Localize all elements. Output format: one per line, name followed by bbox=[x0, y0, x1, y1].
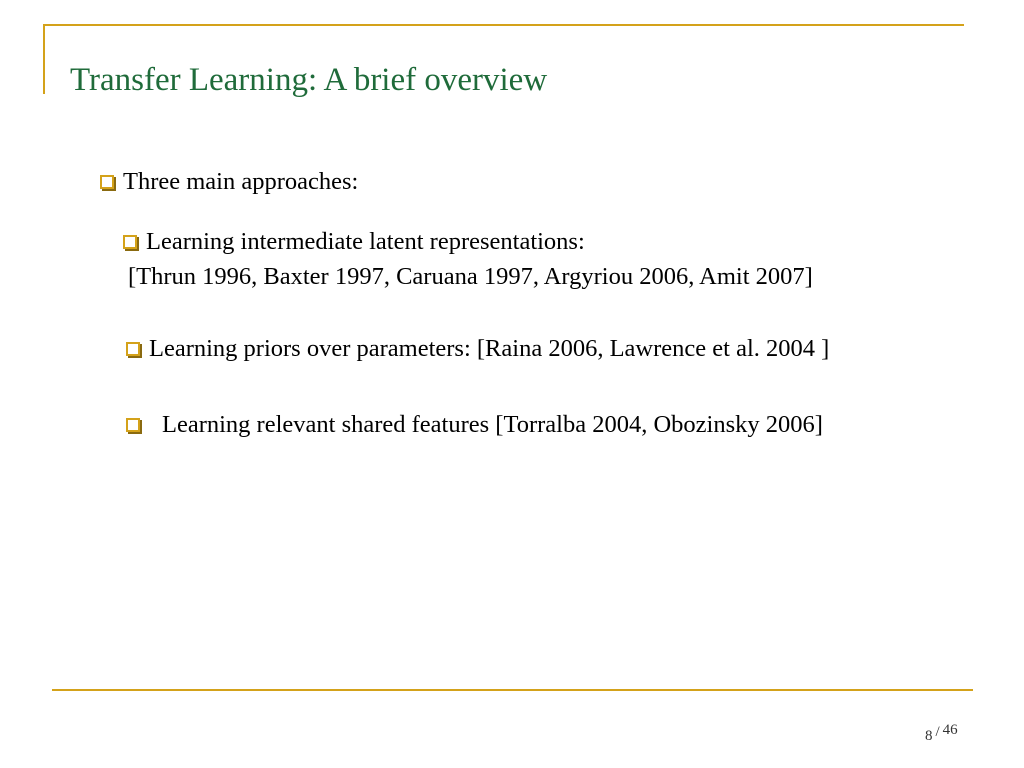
main-bullet-text: Three main approaches: bbox=[123, 168, 359, 195]
page-current: 8 bbox=[925, 728, 933, 744]
approach-text: Learning priors over parameters: [Raina 2006, Lawrence et al. 2004 ] bbox=[149, 335, 830, 362]
page-separator: / bbox=[935, 724, 940, 740]
approach-text: Learning intermediate latent representations: bbox=[146, 228, 585, 255]
page-number bbox=[925, 722, 958, 746]
checkbox-square-icon bbox=[100, 175, 114, 189]
slide-title: Transfer Learning: A brief overview bbox=[70, 62, 548, 98]
bottom-rule bbox=[52, 689, 973, 691]
approach-citation: [Thrun 1996, Baxter 1997, Caruana 1997, Argyriou 2006, Amit 2007] bbox=[128, 263, 813, 290]
approach-item bbox=[126, 410, 823, 440]
main-bullet bbox=[100, 167, 358, 197]
checkbox-square-icon bbox=[126, 418, 140, 432]
checkbox-square-icon bbox=[123, 235, 137, 249]
approach-item bbox=[123, 227, 585, 257]
checkbox-square-icon bbox=[126, 342, 140, 356]
top-rule bbox=[43, 24, 964, 26]
approach-text: Learning relevant shared features [Torralba 2004, Obozinsky 2006] bbox=[162, 411, 823, 438]
page-total: 46 bbox=[942, 722, 958, 738]
approach-item bbox=[126, 334, 829, 364]
left-rule bbox=[43, 24, 45, 94]
